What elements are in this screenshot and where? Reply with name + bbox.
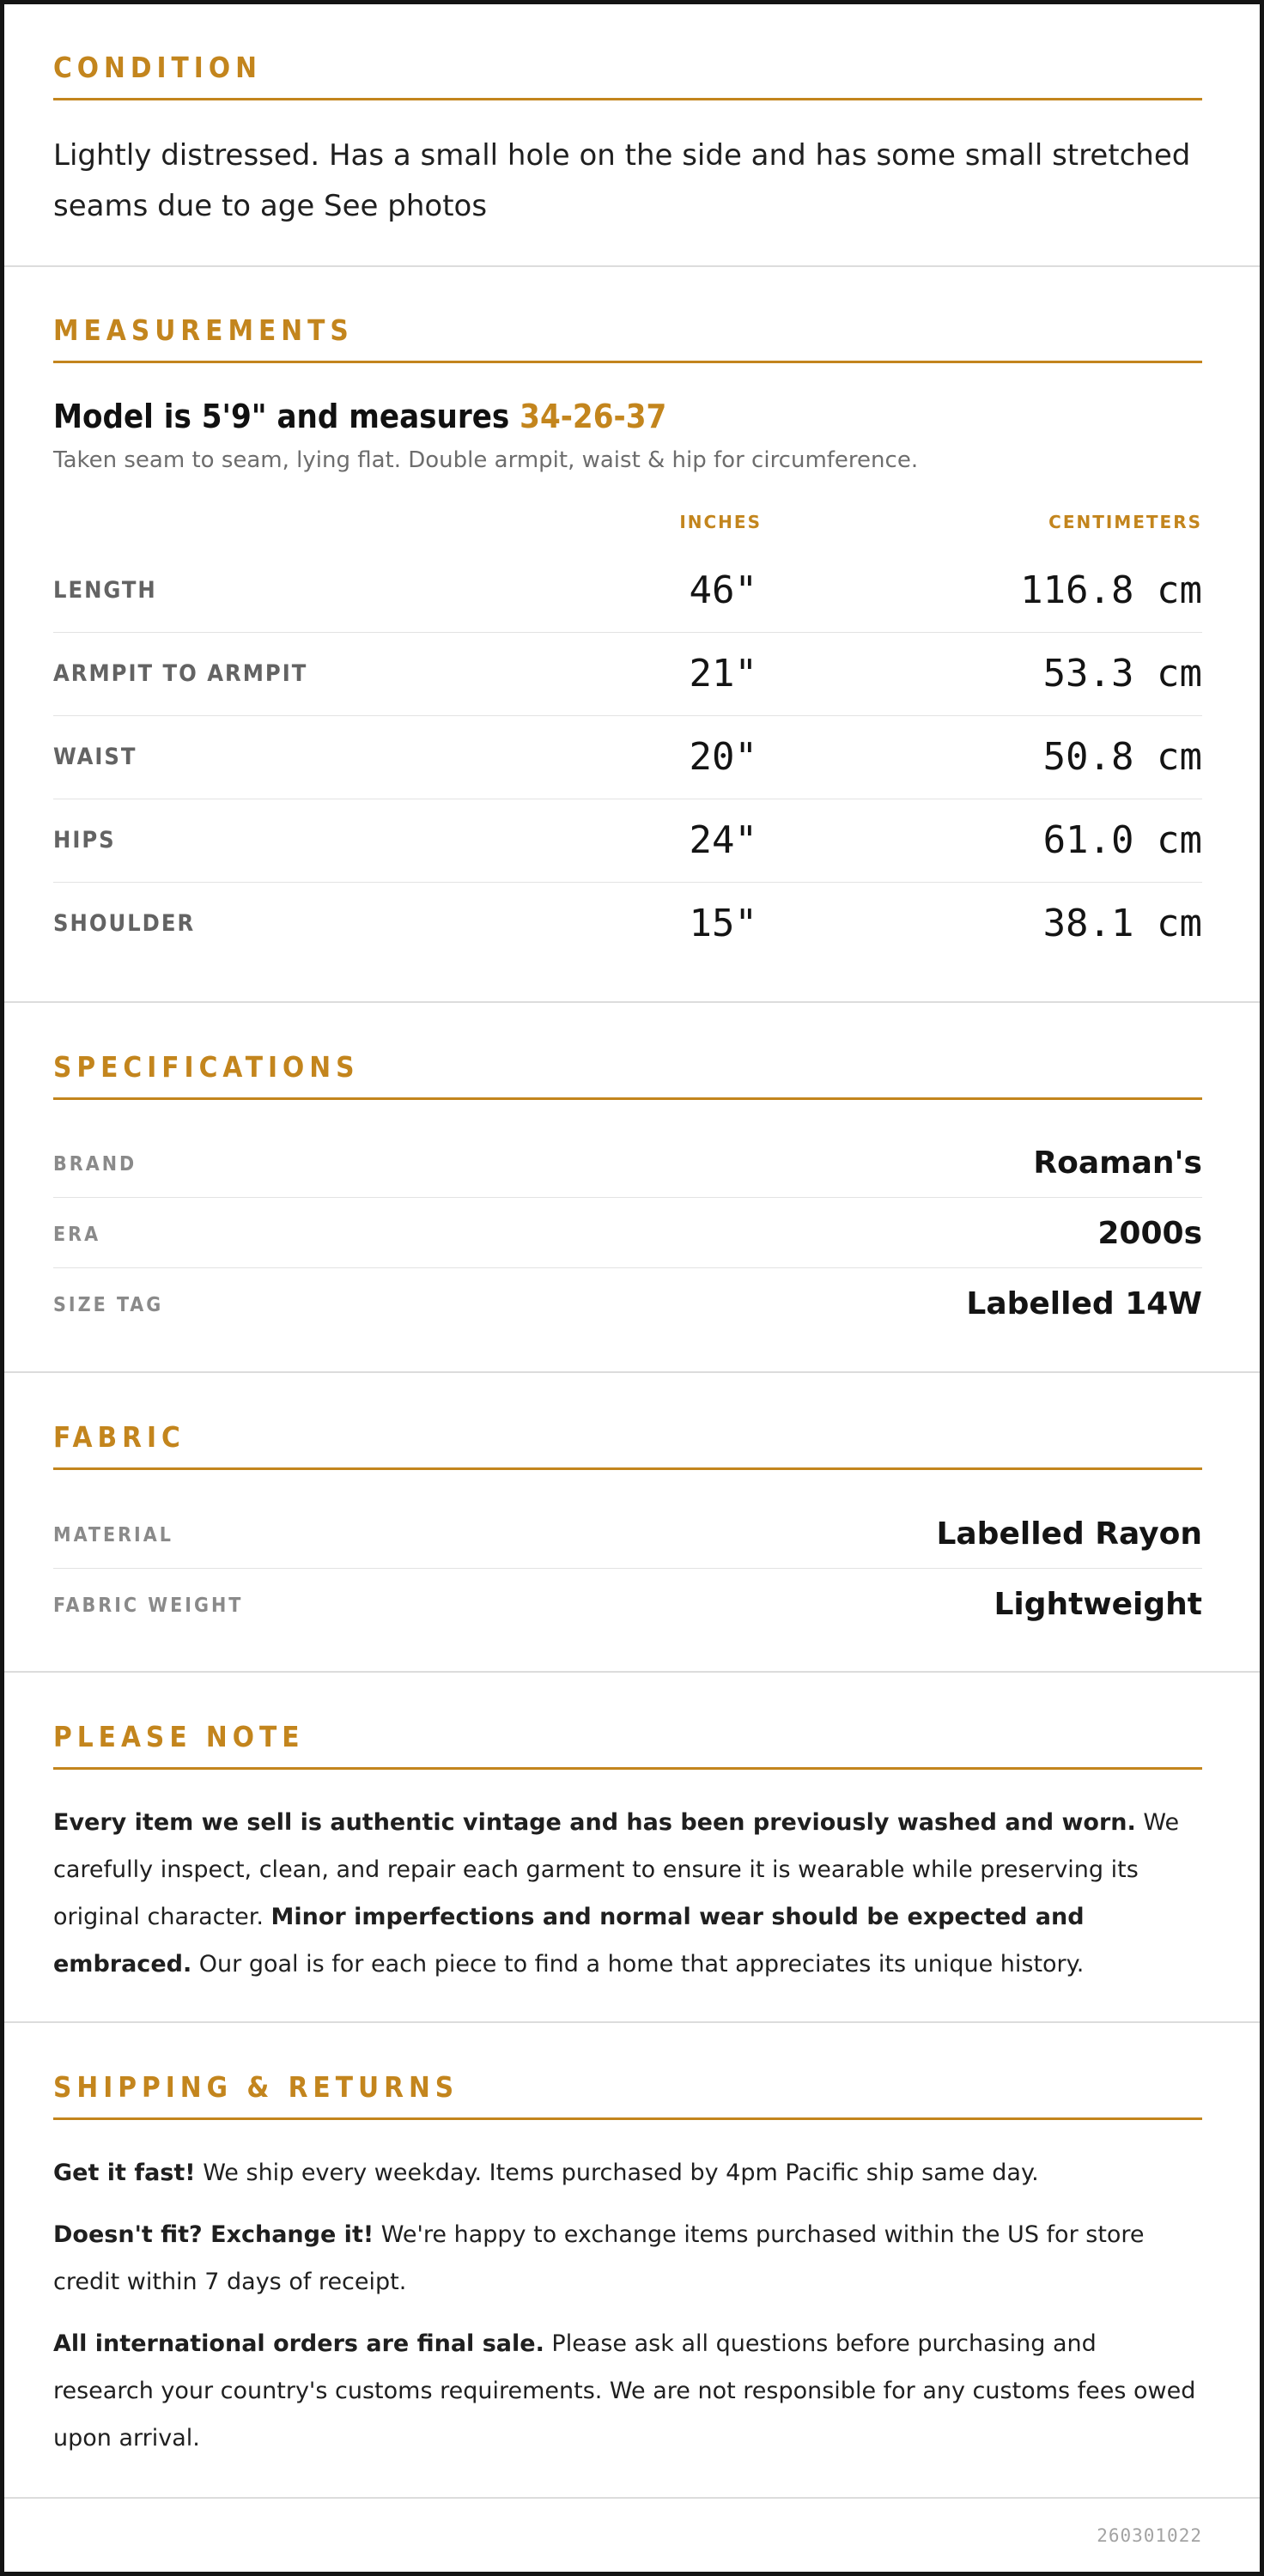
section-divider bbox=[4, 1671, 1260, 1673]
measurement-inches: 15" bbox=[689, 902, 757, 945]
measurement-label: LENGTH bbox=[53, 577, 157, 604]
shipping-paragraph-exchange bbox=[53, 2211, 1204, 2306]
spec-value: Labelled 14W bbox=[966, 1286, 1202, 1321]
shipping-heading: SHIPPING & RETURNS bbox=[53, 2070, 459, 2104]
specifications-rule bbox=[53, 1097, 1202, 1100]
please-note-bold-1: Every item we sell is authentic vintage and has been previously washed and worn. bbox=[53, 1809, 1136, 1836]
column-header-inches: INCHES bbox=[679, 512, 762, 532]
fabric-value: Lightweight bbox=[994, 1587, 1202, 1622]
please-note-heading: PLEASE NOTE bbox=[53, 1720, 305, 1753]
please-note-rule bbox=[53, 1767, 1202, 1770]
fabric-row-material bbox=[53, 1498, 1202, 1569]
please-note-text-1: We carefully inspect, clean, and repair each garment to ensure it is wearable while preserving its original character. bbox=[53, 1809, 1180, 1930]
measurement-row-length bbox=[53, 550, 1202, 633]
fabric-row-weight bbox=[53, 1569, 1202, 1639]
fabric-key: FABRIC WEIGHT bbox=[53, 1595, 244, 1617]
measurement-row-armpit bbox=[53, 633, 1202, 716]
model-measurements bbox=[53, 400, 666, 433]
section-divider bbox=[4, 265, 1260, 267]
measurement-inches: 21" bbox=[689, 652, 757, 696]
condition-text: Lightly distressed. Has a small hole on the side and has some small stretched seams due to age See photos bbox=[53, 138, 1191, 223]
shipping-bold: Doesn't fit? Exchange it! bbox=[53, 2221, 374, 2248]
spec-value: Roaman's bbox=[1033, 1145, 1202, 1181]
measurement-centimeters: 50.8 cm bbox=[1042, 735, 1202, 779]
please-note-bold-2: Minor imperfections and normal wear should be expected and embraced. bbox=[53, 1904, 1085, 1978]
item-code: 260301022 bbox=[1097, 2525, 1202, 2546]
condition-rule bbox=[53, 98, 1202, 100]
please-note-text-2: Our goal is for each piece to find a home that appreciates its unique history. bbox=[191, 1951, 1085, 1978]
spec-value: 2000s bbox=[1097, 1216, 1202, 1251]
measurement-label: ARMPIT TO ARMPIT bbox=[53, 660, 308, 687]
measurement-label: WAIST bbox=[53, 744, 137, 770]
measurement-centimeters: 61.0 cm bbox=[1042, 818, 1202, 862]
column-header-centimeters: CENTIMETERS bbox=[1048, 512, 1202, 532]
spec-key: BRAND bbox=[53, 1153, 137, 1176]
shipping-text: We ship every weekday. Items purchased by 4pm Pacific ship same day. bbox=[195, 2160, 1039, 2186]
section-divider bbox=[4, 1371, 1260, 1373]
shipping-text: We're happy to exchange items purchased within the US for store credit within 7 days of receipt. bbox=[53, 2221, 1145, 2295]
please-note-text bbox=[53, 1799, 1204, 1988]
measurement-row-hips bbox=[53, 799, 1202, 883]
spec-key: SIZE TAG bbox=[53, 1294, 164, 1316]
spec-row-brand bbox=[53, 1127, 1202, 1198]
measurement-centimeters: 38.1 cm bbox=[1042, 902, 1202, 945]
condition-heading: CONDITION bbox=[53, 51, 262, 84]
fabric-rule bbox=[53, 1467, 1202, 1470]
spec-row-era bbox=[53, 1198, 1202, 1268]
section-divider bbox=[4, 1001, 1260, 1003]
measurement-row-waist bbox=[53, 716, 1202, 799]
shipping-rule bbox=[53, 2117, 1202, 2120]
spec-key: ERA bbox=[53, 1224, 101, 1246]
model-figure: 34-26-37 bbox=[520, 398, 667, 435]
spec-row-size-tag bbox=[53, 1268, 1202, 1339]
measurement-centimeters: 53.3 cm bbox=[1042, 652, 1202, 696]
measurement-label: HIPS bbox=[53, 827, 116, 854]
specifications-heading: SPECIFICATIONS bbox=[53, 1050, 360, 1084]
measurements-heading: MEASUREMENTS bbox=[53, 313, 354, 347]
shipping-text: Please ask all questions before purchasing and research your country's customs requirements. We are not responsible for any customs fees owed upon arrival. bbox=[53, 2330, 1196, 2451]
shipping-paragraph-fast bbox=[53, 2149, 1204, 2196]
measurements-rule bbox=[53, 361, 1202, 363]
shipping-bold: Get it fast! bbox=[53, 2160, 196, 2186]
measurement-inches: 20" bbox=[689, 735, 757, 779]
measurements-note: Taken seam to seam, lying flat. Double armpit, waist & hip for circumference. bbox=[53, 447, 919, 473]
measurement-inches: 24" bbox=[689, 818, 757, 862]
fabric-heading: FABRIC bbox=[53, 1420, 185, 1454]
shipping-bold: All international orders are final sale. bbox=[53, 2330, 544, 2357]
fabric-key: MATERIAL bbox=[53, 1524, 173, 1546]
model-prefix: Model is 5'9" and measures bbox=[53, 398, 520, 435]
measurement-centimeters: 116.8 cm bbox=[1020, 568, 1202, 612]
fabric-value: Labelled Rayon bbox=[936, 1516, 1202, 1552]
shipping-paragraph-international bbox=[53, 2320, 1204, 2462]
measurement-row-shoulder bbox=[53, 883, 1202, 966]
measurement-inches: 46" bbox=[689, 568, 757, 612]
section-divider bbox=[4, 2021, 1260, 2023]
measurement-label: SHOULDER bbox=[53, 910, 196, 937]
section-divider bbox=[4, 2497, 1260, 2499]
